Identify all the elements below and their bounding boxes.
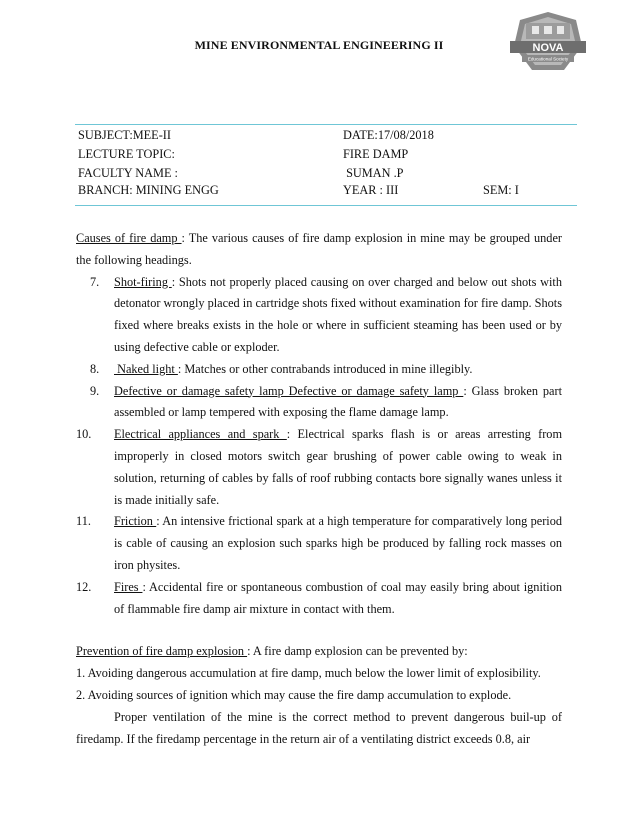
faculty-name-label: FACULTY NAME : xyxy=(78,166,178,180)
list-item: 8. Naked light : Matches or other contrabands introduced in mine illegibly. xyxy=(90,361,473,376)
list-item: 12. Fires : Accidental fire or spontaneous combustion of coal may easily bring about ignition of flammable fire damp air mixture in contact with them. xyxy=(76,579,562,616)
svg-text:Educational Society: Educational Society xyxy=(527,56,569,62)
section-spacer xyxy=(76,620,562,641)
causes-heading: Causes of fire damp xyxy=(76,231,182,245)
lecture-topic-value: FIRE DAMP xyxy=(343,147,409,161)
prevention-heading: Prevention of fire damp explosion xyxy=(76,644,248,659)
year-label: YEAR : III xyxy=(343,183,399,197)
lecture-topic-label: LECTURE TOPIC: xyxy=(78,147,175,161)
list-item: 11. Friction : An intensive frictional spark at a high temperature for comparatively long period is cable of causing an explosion such sparks high be produced by falling rock masses on iron physites. xyxy=(76,514,562,572)
bottom-rule xyxy=(75,205,577,206)
list-item: 9. Defective or damage safety lamp Defective or damage safety lamp : Glass broken part assembled or lamp tempered with exposing the flame damage lamp. xyxy=(90,383,562,420)
semester-label: SEM: I xyxy=(483,183,519,197)
ventilation-paragraph: Proper ventilation of the mine is the correct method to prevent dangerous buil-up of firedamp. If the firedamp percentage in the return air of a ventilating district exceeds 0.8, air xyxy=(76,709,562,746)
list-item: 7. Shot-firing : Shots not properly placed causing on over charged and below out shots with detonator wrongly placed in cartridge shots fixed without examination for fire damp. Shots fixed where breaks exists in the hole or where in sufficient steaming has been used or by using defective cable or exploder. xyxy=(90,274,562,354)
branch-label: BRANCH: MINING ENGG xyxy=(78,183,219,197)
date-label: DATE:17/08/2018 xyxy=(343,128,434,142)
top-rule xyxy=(75,124,577,125)
svg-text:NOVA: NOVA xyxy=(532,42,564,54)
nova-society-logo xyxy=(508,10,588,76)
document-title: MINE ENVIRONMENTAL ENGINEERING II xyxy=(194,38,444,52)
prevention-point-1: 1. Avoiding dangerous accumulation at fire damp, much below the lower limit of explosibility. xyxy=(76,666,541,681)
prevention-intro: Prevention of fire damp explosion : A fire damp explosion can be prevented by: xyxy=(76,644,468,659)
course-info-block xyxy=(78,126,578,200)
lecture-body xyxy=(76,228,562,750)
list-item: 10. Electrical appliances and spark : Electrical sparks flash is or areas arresting from improperly in closed motors switch gear brushing of power cable owing to weak in solution, returning of cables by falls of roof rubbing contacts bore signally wanes unless it is made initially safe. xyxy=(76,427,563,507)
prevention-point-2: 2. Avoiding sources of ignition which may cause the fire damp accumulation to explode. xyxy=(76,687,512,702)
faculty-name-value: SUMAN .P xyxy=(343,166,404,180)
causes-list xyxy=(76,272,562,621)
subject-label: SUBJECT:MEE-II xyxy=(78,128,171,142)
causes-intro: Causes of fire damp : The various causes of fire damp explosion in mine may be grouped under the following headings. xyxy=(76,231,562,267)
